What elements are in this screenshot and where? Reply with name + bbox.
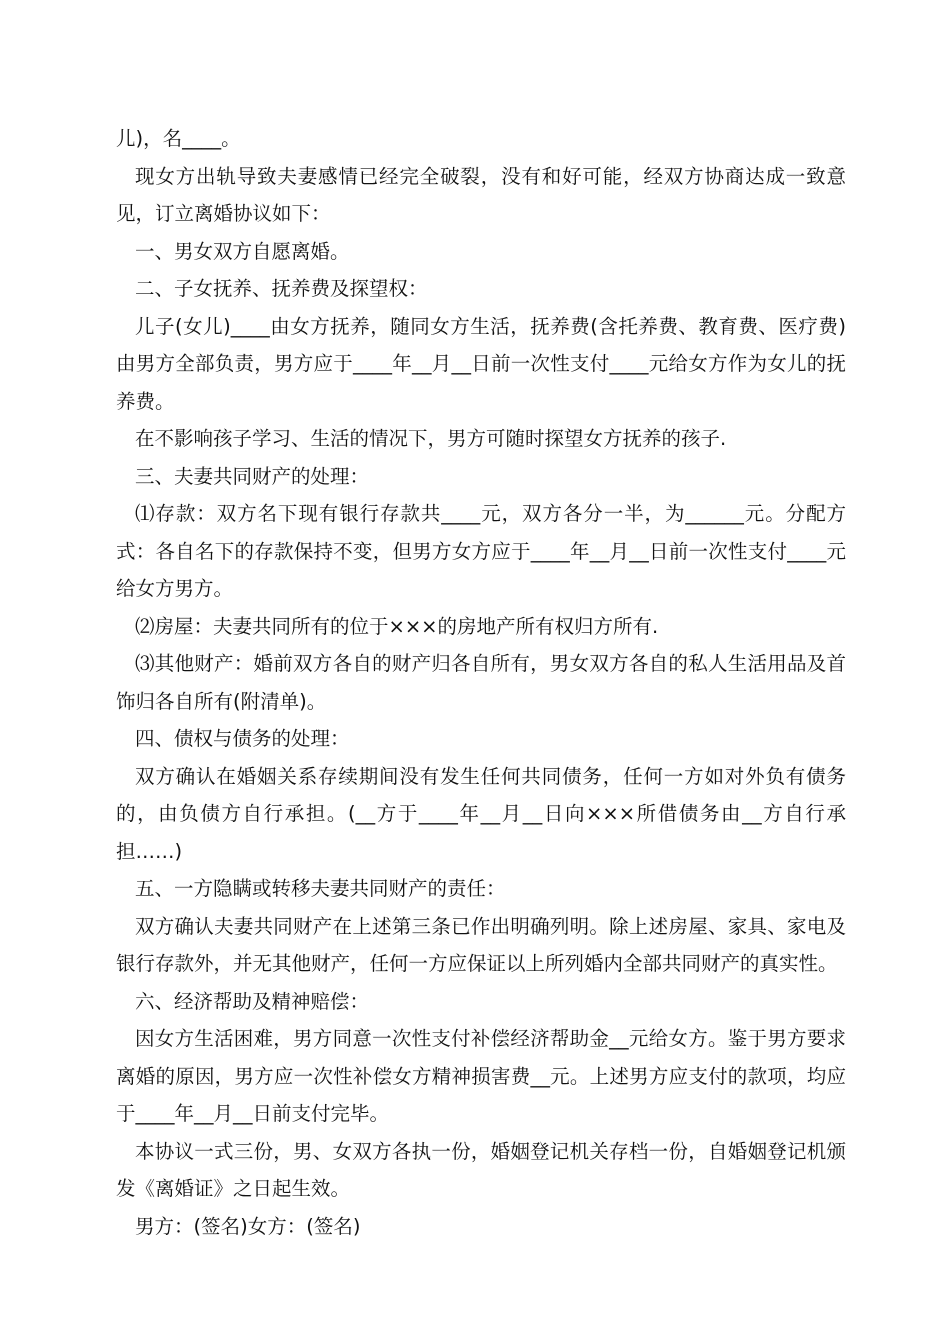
clause-6-body: 因女方生活困难，男方同意一次性支付补偿经济帮助金__元给女方。鉴于男方要求离婚的原因，男方应一次性补偿女方精神损害费__元。上述男方应支付的款项，均应于____年__月__日前支付完毕。 — [116, 1027, 846, 1125]
clause-5-heading: 五、一方隐瞒或转移夫妻共同财产的责任： — [135, 877, 506, 900]
clause-2-heading: 二、子女抚养、抚养费及探望权： — [135, 277, 428, 300]
clause-3-savings: ⑴存款：双方名下现有银行存款共____元，双方各分一半，为______元。分配方式：各自名下的存款保持不变，但男方女方应于____年__月__日前一次性支付____元给女方男方。 — [116, 502, 846, 600]
clause-3-heading: 三、夫妻共同财产的处理： — [135, 464, 370, 488]
agreement-effect: 本协议一式三份，男、女双方各执一份，婚姻登记机关存档一份，自婚姻登记机颁发《离婚证》之日起生效。 — [116, 1139, 846, 1200]
clause-6-heading: 六、经济帮助及精神赔偿： — [135, 989, 370, 1013]
document-body — [116, 120, 846, 1245]
clause-2-visitation: 在不影响孩子学习、生活的情况下，男方可随时探望女方抚养的孩子. — [135, 427, 727, 450]
clause-3-other-property: ⑶其他财产：婚前双方各自的财产归各自所有，男女双方各自的私人生活用品及首饰归各自所有(附清单)。 — [116, 652, 846, 713]
clause-4-debts: 双方确认在婚姻关系存续期间没有发生任何共同债务，任何一方如对外负有债务的，由负债方自行承担。(__方于____年__月__日向×××所借债务由__方自行承担……) — [116, 764, 846, 863]
clause-1-heading: 一、男女双方自愿离婚。 — [135, 239, 350, 263]
clause-2-custody: 儿子(女儿)____由女方抚养，随同女方生活，抚养费(含托养费、教育费、医疗费)由男方全部负责，男方应于____年__月__日前一次性支付____元给女方作为女儿的抚养费。 — [116, 314, 846, 413]
clause-5-body: 双方确认夫妻共同财产在上述第三条已作出明确列明。除上述房屋、家具、家电及银行存款外，并无其他财产，任何一方应保证以上所列婚内全部共同财产的真实性。 — [116, 914, 846, 975]
paragraph-intro: 现女方出轨导致夫妻感情已经完全破裂，没有和好可能，经双方协商达成一致意见，订立离婚协议如下： — [116, 164, 846, 225]
signature-line: 男方：(签名)女方：(签名) — [135, 1214, 361, 1238]
paragraph-child-name: 儿)，名____。 — [116, 127, 241, 150]
clause-3-house: ⑵房屋：夫妻共同所有的位于×××的房地产所有权归方所有. — [135, 614, 659, 638]
clause-4-heading: 四、债权与债务的处理： — [135, 727, 350, 750]
